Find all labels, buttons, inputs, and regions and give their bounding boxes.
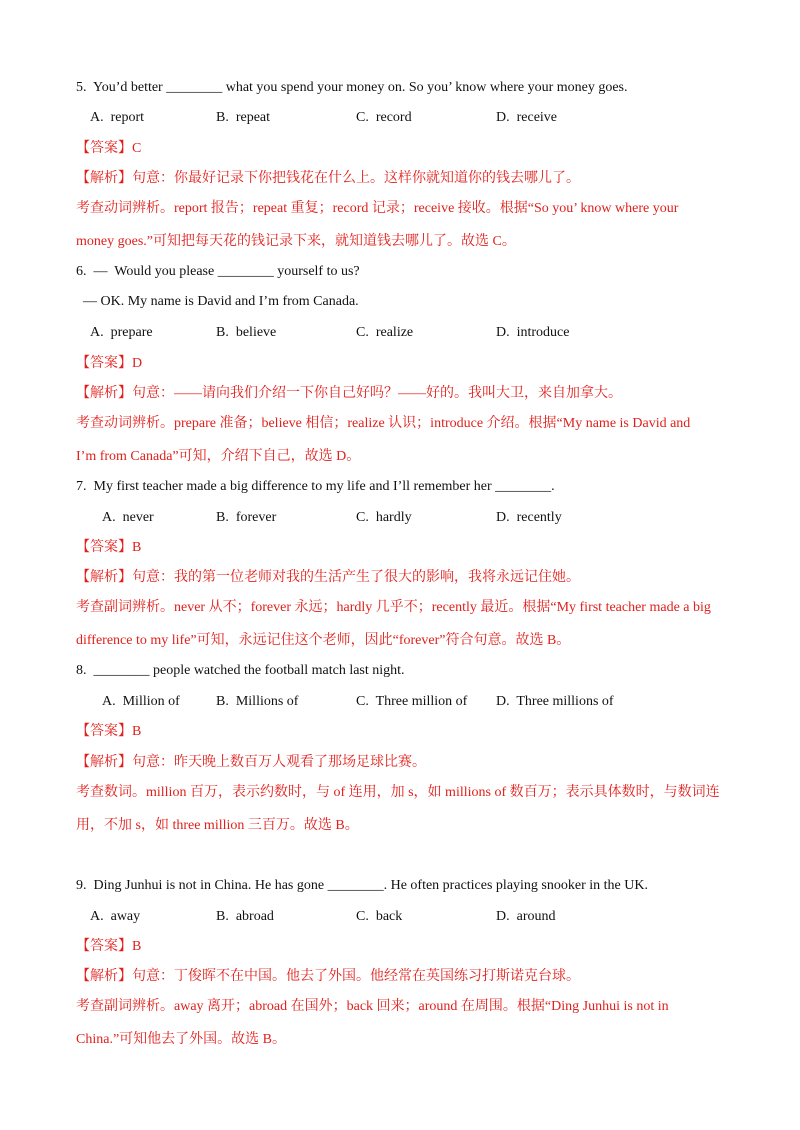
- option-b: B. abroad: [216, 909, 274, 924]
- question-5-analysis-line-2: money goes.”可知把每天花的钱记录下来，就知道钱去哪儿了。故选 C。: [76, 234, 516, 249]
- option-b: B. believe: [216, 325, 277, 340]
- question-6-analysis-line-2: I’m from Canada”可知，介绍下自己，故选 D。: [76, 449, 361, 464]
- question-7-analysis-line-2: difference to my life”可知，永远记住这个老师，因此“forever”符合句意。故选 B。: [76, 633, 571, 648]
- question-5-analysis-line-1: 考查动词辨析。report 报告；repeat 重复；record 记录；receive 接收。根据“So you’ know where your: [76, 201, 679, 216]
- option-d: D. introduce: [496, 325, 570, 340]
- question-8-explanation: 【解析】句意：昨天晚上数百万人观看了那场足球比赛。: [76, 755, 426, 770]
- question-6-analysis-line-1: 考查动词辨析。prepare 准备；believe 相信；realize 认识；introduce 介绍。根据“My name is David and: [76, 416, 691, 431]
- question-5-explanation: 【解析】句意：你最好记录下你把钱花在什么上。这样你就知道你的钱去哪儿了。: [76, 171, 580, 186]
- question-8-analysis-line-1: 考查数词。million 百万，表示约数时，与 of 连用，加 s，如 millions of 数百万；表示具体数时，与数词连: [76, 785, 720, 800]
- question-9-explanation: 【解析】句意：丁俊晖不在中国。他去了外国。他经常在英国练习打斯诺克台球。: [76, 969, 580, 984]
- question-7-explanation: 【解析】句意：我的第一位老师对我的生活产生了很大的影响，我将永远记住她。: [76, 570, 580, 585]
- option-d: D. around: [496, 909, 556, 924]
- option-a: A. Million of: [102, 694, 180, 709]
- question-5-answer: 【答案】C: [76, 141, 142, 156]
- option-c: C. Three million of: [356, 694, 468, 709]
- question-6-stem-reply: — OK. My name is David and I’m from Canada.: [76, 294, 359, 309]
- option-c: C. back: [356, 909, 403, 924]
- option-c: C. hardly: [356, 510, 412, 525]
- option-b: B. Millions of: [216, 694, 299, 709]
- question-8-analysis-line-2: 用，不加 s，如 three million 三百万。故选 B。: [76, 818, 359, 833]
- question-5-stem: 5. You’d better ________ what you spend your money on. So you’ know where your money goes.: [76, 80, 628, 95]
- option-b: B. forever: [216, 510, 277, 525]
- question-8-stem: 8. ________ people watched the football match last night.: [76, 663, 405, 678]
- question-7-answer: 【答案】B: [76, 540, 142, 555]
- option-c: C. record: [356, 110, 412, 125]
- option-a: A. away: [90, 909, 141, 924]
- question-6-answer: 【答案】D: [76, 356, 143, 371]
- question-9-analysis-line-2: China.”可知他去了外国。故选 B。: [76, 1032, 286, 1047]
- option-d: D. recently: [496, 510, 562, 525]
- question-7-stem: 7. My first teacher made a big difference to my life and I’ll remember her ________.: [76, 479, 555, 494]
- question-9-stem: 9. Ding Junhui is not in China. He has gone ________. He often practices playing snooker in the UK.: [76, 878, 648, 893]
- option-d: D. receive: [496, 110, 558, 125]
- option-d: D. Three millions of: [496, 694, 614, 709]
- option-a: A. report: [90, 110, 145, 125]
- question-9-answer: 【答案】B: [76, 939, 142, 954]
- question-6-explanation: 【解析】句意：——请向我们介绍一下你自己好吗？——好的。我叫大卫，来自加拿大。: [76, 386, 622, 401]
- option-c: C. realize: [356, 325, 414, 340]
- option-a: A. prepare: [90, 325, 153, 340]
- question-7-analysis-line-1: 考查副词辨析。never 从不；forever 永远；hardly 几乎不；recently 最近。根据“My first teacher made a big: [76, 600, 711, 615]
- question-6-stem: 6. — Would you please ________ yourself to us?: [76, 264, 360, 279]
- question-8-answer: 【答案】B: [76, 724, 142, 739]
- option-a: A. never: [102, 510, 154, 525]
- option-b: B. repeat: [216, 110, 271, 125]
- question-9-analysis-line-1: 考查副词辨析。away 离开；abroad 在国外；back 回来；around 在周围。根据“Ding Junhui is not in: [76, 999, 669, 1014]
